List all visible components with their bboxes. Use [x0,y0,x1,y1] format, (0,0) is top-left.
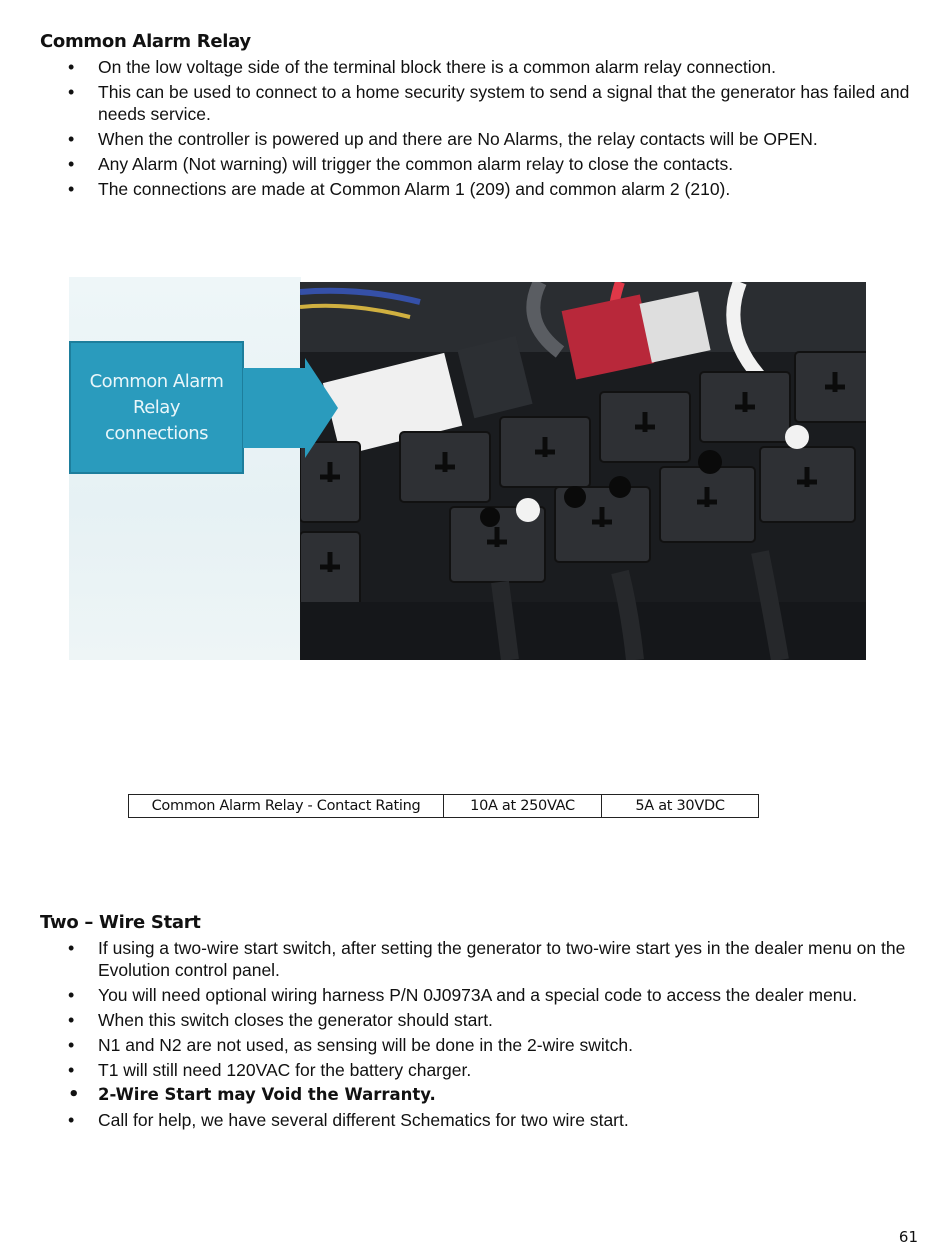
table-cell-dc-rating: 5A at 30VDC [602,795,759,818]
section-heading-two-wire-start: Two – Wire Start [40,912,201,933]
terminal-block-photo [300,282,866,660]
list-item: • N1 and N2 are not used, as sensing will be done in the 2-wire switch. [40,1034,920,1056]
list-item: • When this switch closes the generator should start. [40,1009,920,1031]
callout-box [69,341,244,474]
list-item: • You will need optional wiring harness P/N 0J0973A and a special code to access the dealer menu. [40,984,920,1006]
list-item: • This can be used to connect to a home security system to send a signal that the generator has failed and needs service. [40,81,920,125]
table-row [129,795,759,818]
page-number: 61 [898,1228,918,1246]
section-heading-common-alarm-relay: Common Alarm Relay [40,31,251,52]
list-item: • T1 will still need 120VAC for the battery charger. [40,1059,920,1081]
list-item: • On the low voltage side of the terminal block there is a common alarm relay connection. [40,56,920,78]
contact-rating-table [128,794,759,818]
list-item: • The connections are made at Common Alarm 1 (209) and common alarm 2 (210). [40,178,920,200]
table-cell-label: Common Alarm Relay - Contact Rating [129,795,444,818]
list-item: • If using a two-wire start switch, after setting the generator to two-wire start yes in the dealer menu on the Evolution control panel. [40,937,920,981]
list-item: • When the controller is powered up and there are No Alarms, the relay contacts will be OPEN. [40,128,920,150]
two-wire-start-list [40,937,920,1134]
callout-label: Common Alarm Relay connections [89,370,224,444]
common-alarm-relay-list [40,56,920,203]
table-cell-ac-rating: 10A at 250VAC [444,795,602,818]
callout-arrow-icon [243,358,343,458]
warranty-warning-item: • 2-Wire Start may Void the Warranty. [40,1084,920,1106]
list-item: • Any Alarm (Not warning) will trigger the common alarm relay to close the contacts. [40,153,920,175]
list-item: • Call for help, we have several different Schematics for two wire start. [40,1109,920,1131]
